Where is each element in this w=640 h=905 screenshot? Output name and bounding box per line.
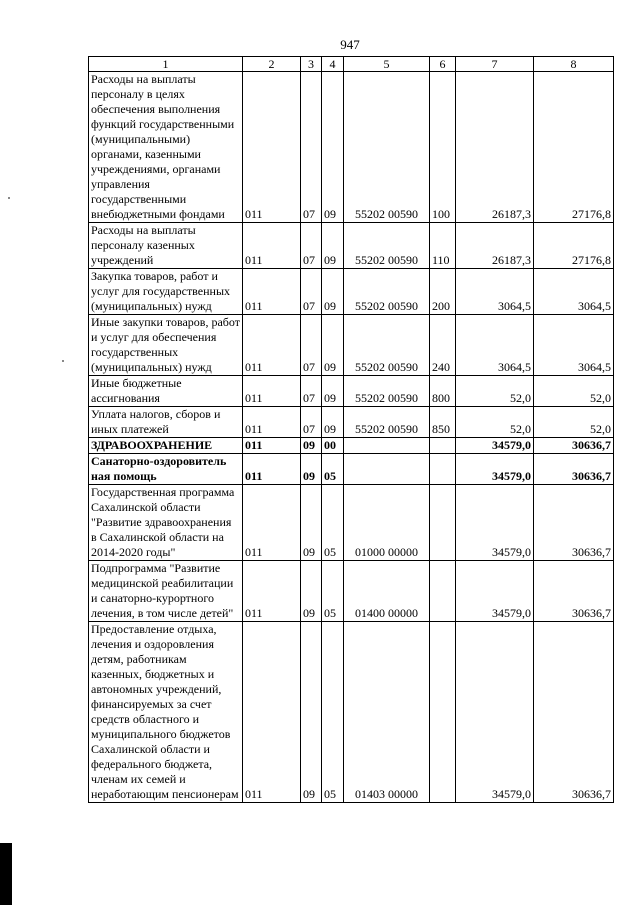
row-ministry-code: 011: [243, 269, 301, 315]
row-amount-year1: 34579,0: [456, 561, 534, 622]
row-subsection: 05: [322, 485, 344, 561]
row-name: Предоставление отдыха, лечения и оздоровления детям, работникам казенных, бюджетных и автономных учреждений, финансируемых за счет средств областного и муниципального бюджетов Сахалинской области и федерального бюджета, членам их семей и неработающим пенсионерам: [89, 622, 243, 803]
row-amount-year1: 3064,5: [456, 269, 534, 315]
row-amount-year2: 30636,7: [534, 454, 614, 485]
row-target-article: 01403 00000: [344, 622, 430, 803]
row-target-article: 55202 00590: [344, 269, 430, 315]
row-amount-year1: 26187,3: [456, 72, 534, 223]
row-amount-year2: 3064,5: [534, 269, 614, 315]
row-ministry-code: 011: [243, 485, 301, 561]
row-section: 07: [301, 72, 322, 223]
row-expense-type: 240: [430, 315, 456, 376]
row-subsection: 05: [322, 622, 344, 803]
row-expense-type: 110: [430, 223, 456, 269]
table-row: [89, 438, 614, 454]
row-ministry-code: 011: [243, 223, 301, 269]
row-subsection: 09: [322, 269, 344, 315]
row-amount-year2: 30636,7: [534, 622, 614, 803]
budget-table: [88, 56, 614, 803]
row-target-article: 55202 00590: [344, 223, 430, 269]
row-name: Уплата налогов, сборов и иных платежей: [89, 407, 243, 438]
row-amount-year1: 3064,5: [456, 315, 534, 376]
row-expense-type: 850: [430, 407, 456, 438]
column-header: 5: [344, 57, 430, 72]
table-row: [89, 269, 614, 315]
table-row: [89, 485, 614, 561]
row-section: 09: [301, 622, 322, 803]
row-section: 09: [301, 485, 322, 561]
row-target-article: [344, 454, 430, 485]
row-name: Закупка товаров, работ и услуг для государственных (муниципальных) нужд: [89, 269, 243, 315]
row-name: Иные закупки товаров, работ и услуг для обеспечения государственных (муниципальных) нужд: [89, 315, 243, 376]
column-number-row: [89, 57, 614, 72]
row-amount-year1: 26187,3: [456, 223, 534, 269]
row-section: 09: [301, 561, 322, 622]
row-expense-type: [430, 454, 456, 485]
row-target-article: 55202 00590: [344, 407, 430, 438]
row-ministry-code: 011: [243, 438, 301, 454]
scan-speck: [8, 197, 10, 199]
row-subsection: 09: [322, 72, 344, 223]
column-header: 8: [534, 57, 614, 72]
row-expense-type: [430, 438, 456, 454]
row-name: Расходы на выплаты персоналу в целях обеспечения выполнения функций государственными (муниципальными) органами, казенными учреждениями, органами управления государственными внебюджетными фондами: [89, 72, 243, 223]
column-header: 7: [456, 57, 534, 72]
row-target-article: [344, 438, 430, 454]
row-subsection: 09: [322, 223, 344, 269]
row-expense-type: 200: [430, 269, 456, 315]
row-name: Государственная программа Сахалинской области "Развитие здравоохранения в Сахалинской области на 2014-2020 годы": [89, 485, 243, 561]
row-section: 09: [301, 438, 322, 454]
row-expense-type: [430, 485, 456, 561]
row-target-article: 55202 00590: [344, 315, 430, 376]
row-name: ЗДРАВООХРАНЕНИЕ: [89, 438, 243, 454]
row-expense-type: [430, 622, 456, 803]
row-subsection: 09: [322, 315, 344, 376]
column-header: 1: [89, 57, 243, 72]
row-target-article: 01000 00000: [344, 485, 430, 561]
row-expense-type: 800: [430, 376, 456, 407]
row-expense-type: 100: [430, 72, 456, 223]
row-ministry-code: 011: [243, 315, 301, 376]
row-target-article: 55202 00590: [344, 376, 430, 407]
row-subsection: 05: [322, 561, 344, 622]
row-name: Подпрограмма "Развитие медицинской реабилитации и санаторно-курортного лечения, в том числе детей": [89, 561, 243, 622]
row-section: 07: [301, 223, 322, 269]
table-body: [89, 72, 614, 803]
row-amount-year2: 52,0: [534, 376, 614, 407]
row-amount-year2: 30636,7: [534, 561, 614, 622]
row-ministry-code: 011: [243, 407, 301, 438]
row-section: 07: [301, 269, 322, 315]
row-section: 09: [301, 454, 322, 485]
row-ministry-code: 011: [243, 561, 301, 622]
row-target-article: 01400 00000: [344, 561, 430, 622]
row-subsection: 09: [322, 376, 344, 407]
scan-speck: [62, 360, 64, 362]
row-ministry-code: 011: [243, 376, 301, 407]
row-amount-year2: 27176,8: [534, 223, 614, 269]
row-amount-year2: 27176,8: [534, 72, 614, 223]
table-row: [89, 315, 614, 376]
column-header: 2: [243, 57, 301, 72]
row-amount-year1: 34579,0: [456, 438, 534, 454]
row-amount-year1: 52,0: [456, 376, 534, 407]
row-target-article: 55202 00590: [344, 72, 430, 223]
table-row: [89, 72, 614, 223]
row-amount-year2: 30636,7: [534, 438, 614, 454]
row-section: 07: [301, 315, 322, 376]
row-ministry-code: 011: [243, 622, 301, 803]
row-amount-year2: 30636,7: [534, 485, 614, 561]
table-row: [89, 376, 614, 407]
table-row: [89, 454, 614, 485]
page-number: 947: [340, 37, 360, 52]
table-row: [89, 407, 614, 438]
row-ministry-code: 011: [243, 454, 301, 485]
row-ministry-code: 011: [243, 72, 301, 223]
row-amount-year1: 34579,0: [456, 622, 534, 803]
column-header: 3: [301, 57, 322, 72]
row-expense-type: [430, 561, 456, 622]
table-row: [89, 622, 614, 803]
table-row: [89, 561, 614, 622]
table-row: [89, 223, 614, 269]
row-name: Санаторно-оздоровитель ная помощь: [89, 454, 243, 485]
column-header: 4: [322, 57, 344, 72]
row-name: Расходы на выплаты персоналу казенных учреждений: [89, 223, 243, 269]
row-section: 07: [301, 407, 322, 438]
row-subsection: 09: [322, 407, 344, 438]
scan-edge-mark: [0, 843, 12, 905]
row-subsection: 05: [322, 454, 344, 485]
row-amount-year1: 52,0: [456, 407, 534, 438]
column-header: 6: [430, 57, 456, 72]
row-name: Иные бюджетные ассигнования: [89, 376, 243, 407]
row-amount-year1: 34579,0: [456, 454, 534, 485]
row-section: 07: [301, 376, 322, 407]
row-amount-year1: 34579,0: [456, 485, 534, 561]
row-amount-year2: 3064,5: [534, 315, 614, 376]
row-amount-year2: 52,0: [534, 407, 614, 438]
row-subsection: 00: [322, 438, 344, 454]
